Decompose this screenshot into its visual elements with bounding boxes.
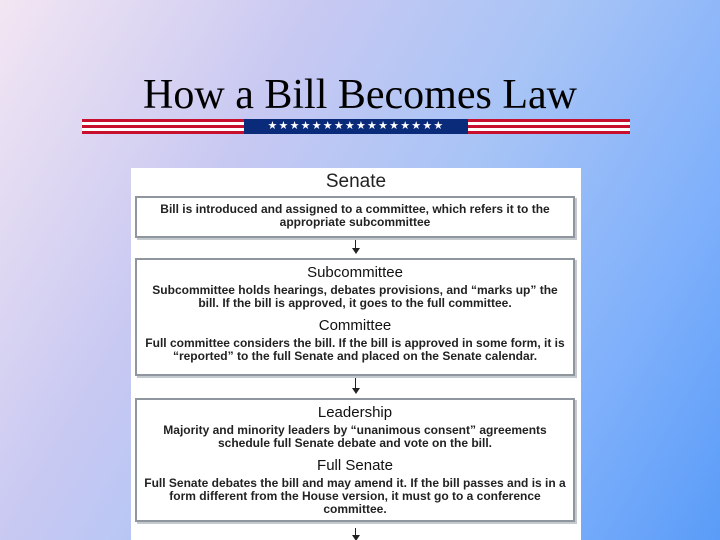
committee-text: Full committee considers the bill. If the bill is approved in some form, it is “reported” to the full Senate and placed on the Senate calendar. — [145, 336, 565, 363]
flowchart-header: Senate — [325, 171, 387, 192]
red-stripes-right — [468, 119, 630, 134]
floor-box — [135, 398, 575, 522]
down-arrow-icon — [350, 378, 362, 394]
introduction-box — [135, 196, 575, 238]
committee-box — [135, 258, 575, 376]
full-senate-title: Full Senate — [317, 457, 393, 474]
subcommittee-title: Subcommittee — [307, 264, 403, 281]
full-senate-text: Full Senate debates the bill and may amend it. If the bill passes and is in a form different from the House version, it must go to a conference committee. — [144, 476, 566, 516]
star-band: ★★★★★★★★★★★★★★★★ — [244, 119, 468, 134]
committee-title: Committee — [318, 317, 392, 334]
red-stripes-left — [82, 119, 244, 134]
leadership-text: Majority and minority leaders by “unanimous consent” agreements schedule full Senate debate and vote on the bill. — [163, 423, 547, 450]
leadership-title: Leadership — [317, 404, 393, 421]
senate-flowchart — [131, 168, 581, 540]
down-arrow-icon — [350, 528, 362, 540]
subcommittee-text: Subcommittee holds hearings, debates provisions, and “marks up” the bill. If the bill is approved, it goes to the full committee. — [152, 283, 558, 310]
down-arrow-icon — [350, 240, 362, 254]
slide-title: How a Bill Becomes Law — [143, 72, 577, 118]
flag-banner — [82, 119, 630, 134]
introduction-text: Bill is introduced and assigned to a committee, which refers it to the appropriate subcommittee — [160, 202, 550, 229]
